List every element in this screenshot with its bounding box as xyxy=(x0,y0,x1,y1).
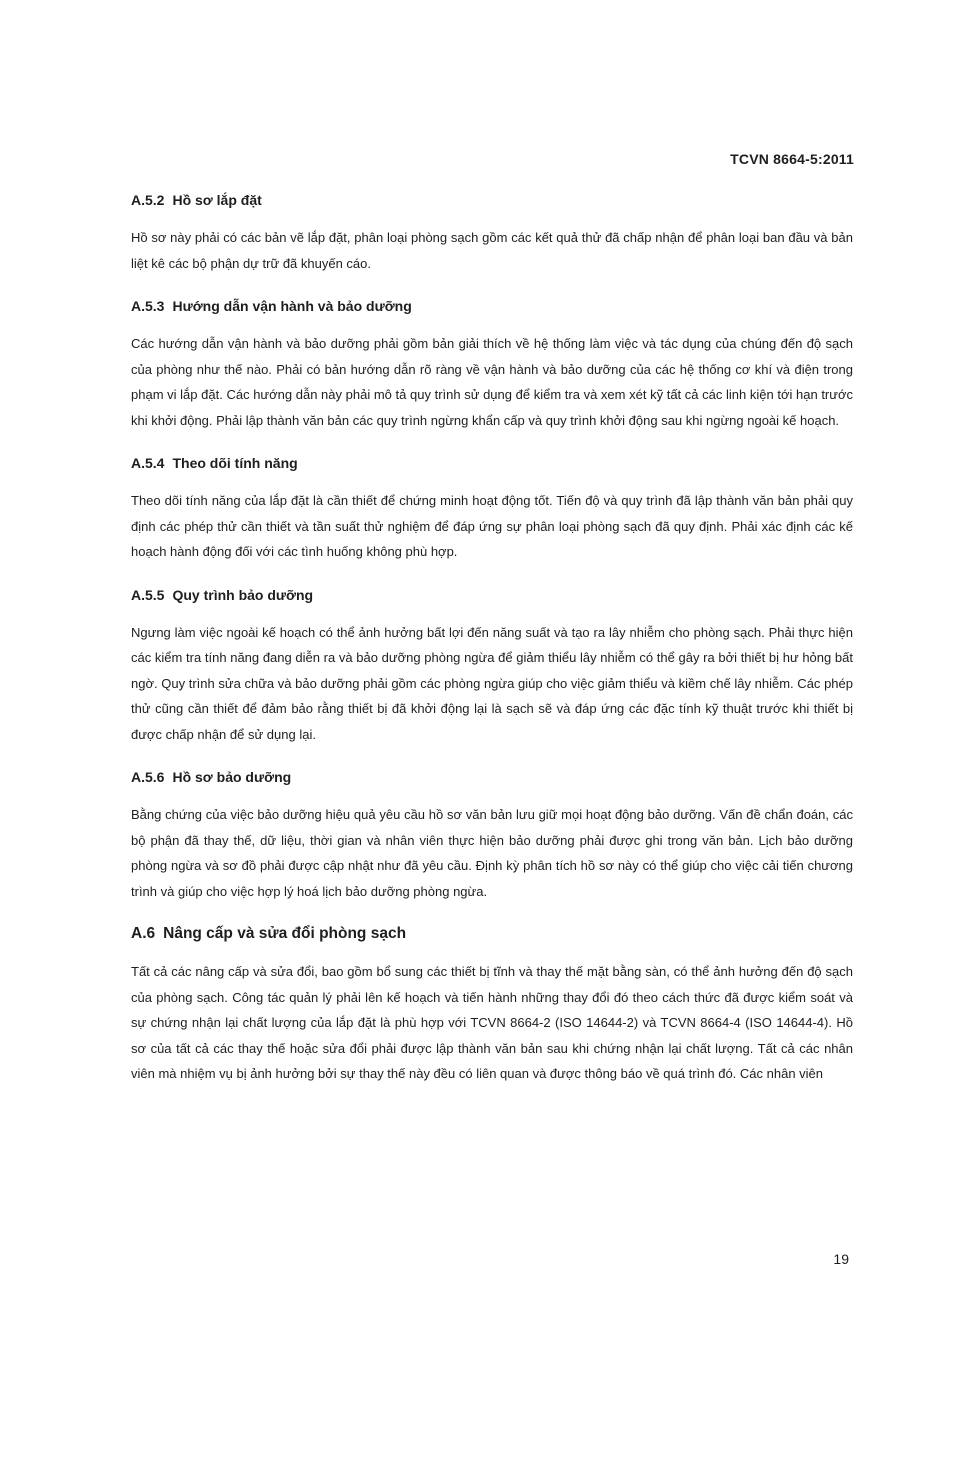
section-a-5-3 xyxy=(131,296,853,433)
section-heading xyxy=(131,190,853,210)
section-title: Theo dõi tính năng xyxy=(172,455,298,471)
section-number: A.5.5 xyxy=(131,586,165,603)
section-heading xyxy=(131,453,853,473)
section-title: Nâng cấp và sửa đổi phòng sạch xyxy=(163,925,407,942)
section-a-5-5 xyxy=(131,585,853,748)
section-a-6 xyxy=(131,924,853,1087)
section-heading xyxy=(131,296,853,316)
section-title: Hồ sơ bảo dưỡng xyxy=(172,769,292,785)
section-number: A.5.4 xyxy=(131,455,165,471)
section-paragraph: Ngưng làm việc ngoài kế hoạch có thể ảnh hưởng bất lợi đến năng suất và tạo ra lây nhiễm cho phòng sạch. Phải thực hiện các kiểm tra tính năng đang diễn ra và bảo dưỡng phòng ngừa để giảm thiểu lây nhiễm có thể gây ra bởi thiết bị hư hỏng bất ngờ. Quy trình sửa chữa và bảo dưỡng phải gồm các phòng ngừa giúp cho việc giảm thiểu và kiềm chế lây nhiễm. Các phép thử cũng cần thiết để đảm bảo rằng thiết bị đã khởi động lại là sạch sẽ và đáp ứng các đặc tính kỹ thuật trước khi thiết bị được chấp nhận để sử dụng lại. xyxy=(131,624,853,742)
section-paragraph: Tất cả các nâng cấp và sửa đổi, bao gồm bổ sung các thiết bị tĩnh và thay thế mặt bằng sàn, có thể ảnh hưởng đến độ sạch của phòng sạch. Công tác quản lý phải lên kế hoạch và tiến hành những thay đổi đó theo cách thức đã được kiểm soát và sự chứng nhận lại chất lượng của lắp đặt là phù hợp với TCVN 8664-2 (ISO 14644-2) và TCVN 8664-4 (ISO 14644-4). Hồ sơ của tất cả các thay thế hoặc sửa đổi phải được lập thành văn bản sau khi chứng nhận lại chất lượng. Tất cả các nhân viên mà nhiệm vụ bị ảnh hưởng bởi sự thay thế này đều có liên quan và được thông báo về quá trình đó. Các nhân viên xyxy=(131,964,853,1081)
section-a-5-2 xyxy=(131,190,853,276)
section-paragraph: Theo dõi tính năng của lắp đặt là cần thiết để chứng minh hoạt động tốt. Tiến độ và quy trình đã lập thành văn bản phải quy định các phép thử cần thiết và tần suất thử nghiệm để đáp ứng sự phân loại phòng sạch đã quy định. Phải xác định các kế hoạch hành động đối với các tình huống không phù hợp. xyxy=(131,493,853,559)
section-number: A.5.3 xyxy=(131,298,165,314)
section-number: A.5.6 xyxy=(131,769,165,785)
section-title: Quy trình bảo dưỡng xyxy=(172,586,314,603)
page-number: 19 xyxy=(833,1251,849,1267)
section-paragraph: Bằng chứng của việc bảo dưỡng hiệu quả yêu cầu hồ sơ văn bản lưu giữ mọi hoạt động bảo dưỡng. Vấn đề chẩn đoán, các bộ phận đã thay thế, dữ liệu, thời gian và nhân viên thực hiện bảo dưỡng phải được ghi trong văn bản. Lịch bảo dưỡng phòng ngừa và sơ đồ phải được cập nhật như đã yêu cầu. Định kỳ phân tích hồ sơ này có thể giúp cho việc cải tiến chương trình và giúp cho việc hợp lý hoá lịch bảo dưỡng phòng ngừa. xyxy=(131,807,853,899)
section-heading xyxy=(131,585,853,605)
section-title: Hướng dẫn vận hành và bảo dưỡng xyxy=(172,298,412,314)
section-a-5-4 xyxy=(131,453,853,565)
document-body xyxy=(131,190,853,1107)
section-paragraph: Hồ sơ này phải có các bản vẽ lắp đặt, phân loại phòng sạch gồm các kết quả thử đã chấp nhận để phân loại ban đầu và bản liệt kê các bộ phận dự trữ đã khuyến cáo. xyxy=(131,230,853,271)
section-number: A.6 xyxy=(131,925,156,942)
section-heading xyxy=(131,767,853,787)
section-title: Hồ sơ lắp đặt xyxy=(172,192,262,208)
section-heading xyxy=(131,924,853,944)
document-code-header: TCVN 8664-5:2011 xyxy=(730,151,854,167)
section-a-5-6 xyxy=(131,767,853,904)
section-paragraph: Các hướng dẫn vận hành và bảo dưỡng phải gồm bản giải thích về hệ thống làm việc và tác dụng của chúng đến độ sạch của phòng như thế nào. Phải có bản hướng dẫn rõ ràng về vận hành và bảo dưỡng của các hệ thống cơ khí và điện trong phạm vi lắp đặt. Các hướng dẫn này phải mô tả quy trình sử dụng để kiểm tra và xem xét kỹ tất cả các linh kiện tới hạn trước khi khởi động. Phải lập thành văn bản các quy trình ngừng khẩn cấp và quy trình khởi động sau khi ngừng ngoài kế hoạch. xyxy=(131,336,853,428)
section-number: A.5.2 xyxy=(131,192,165,208)
